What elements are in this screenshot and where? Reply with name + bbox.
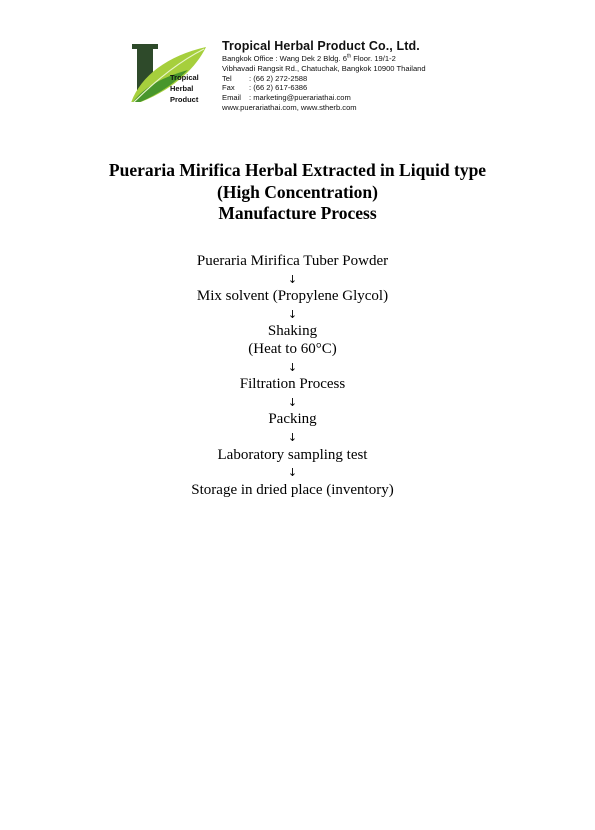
process-step-text: Filtration Process [239,376,346,393]
process-step-text: (Heat to 60°C) [248,340,337,357]
fax-line [222,83,572,93]
process-step-text: Mix solvent (Propylene Glycol) [196,288,389,305]
fax-label: Fax [222,83,235,93]
process-step-text: Packing [268,411,317,428]
email-value: : marketing@puerariathai.com [249,93,351,103]
process-step [0,447,585,465]
email-label: Email [222,93,241,103]
email-line [222,93,572,103]
process-step [0,411,585,429]
websites: www.puerariathai.com, www.stherb.com [222,102,357,112]
letterhead [126,38,576,118]
tel-line [222,74,572,84]
process-step [0,253,585,271]
fax-value: : (66 2) 617-6386 [249,83,308,93]
down-arrow-icon: ↓ [287,307,298,321]
down-arrow-icon: ↓ [287,466,298,480]
document-title [0,160,595,225]
process-step [0,376,585,394]
title-line-3: Manufacture Process [218,203,377,223]
process-step-text: Pueraria Mirifica Tuber Powder [196,253,389,269]
down-arrow-icon: ↓ [287,360,298,374]
office-sup: th [346,53,352,60]
logo-text [170,72,199,105]
process-step-text: Shaking [267,323,318,340]
street-address: Vibhavadi Rangsit Rd., Chatuchak, Bangkok 10900 Thailand [222,63,426,73]
company-info [222,38,572,113]
company-name: Tropical Herbal Product Co., Ltd. [222,39,420,53]
process-step-text: Laboratory sampling test [217,446,368,463]
logo-text-line: Product [170,95,199,104]
logo-text-line: Tropical [170,73,199,82]
office-address [222,54,572,64]
process-step [0,482,585,500]
process-flow [0,253,585,499]
title-line-2: (High Concentration) [217,181,378,202]
logo-text-line: Herbal [170,84,194,93]
office-pre: Bangkok Office : Wang Dek 2 Bldg. 6 [222,54,347,63]
process-step [0,323,585,358]
tel-label: Tel [222,73,232,83]
title-line-1: Pueraria Mirifica Herbal Extracted in Liquid type [108,160,487,180]
down-arrow-icon: ↓ [287,430,298,444]
process-step [0,288,585,306]
logo-post-cap [132,44,158,49]
down-arrow-icon: ↓ [287,272,298,286]
company-logo [126,42,216,102]
office-post: Floor. 19/1-2 [351,54,396,63]
down-arrow-icon: ↓ [287,395,298,409]
process-step-text: Storage in dried place (inventory) [191,481,394,498]
tel-value: : (66 2) 272-2588 [249,73,308,83]
